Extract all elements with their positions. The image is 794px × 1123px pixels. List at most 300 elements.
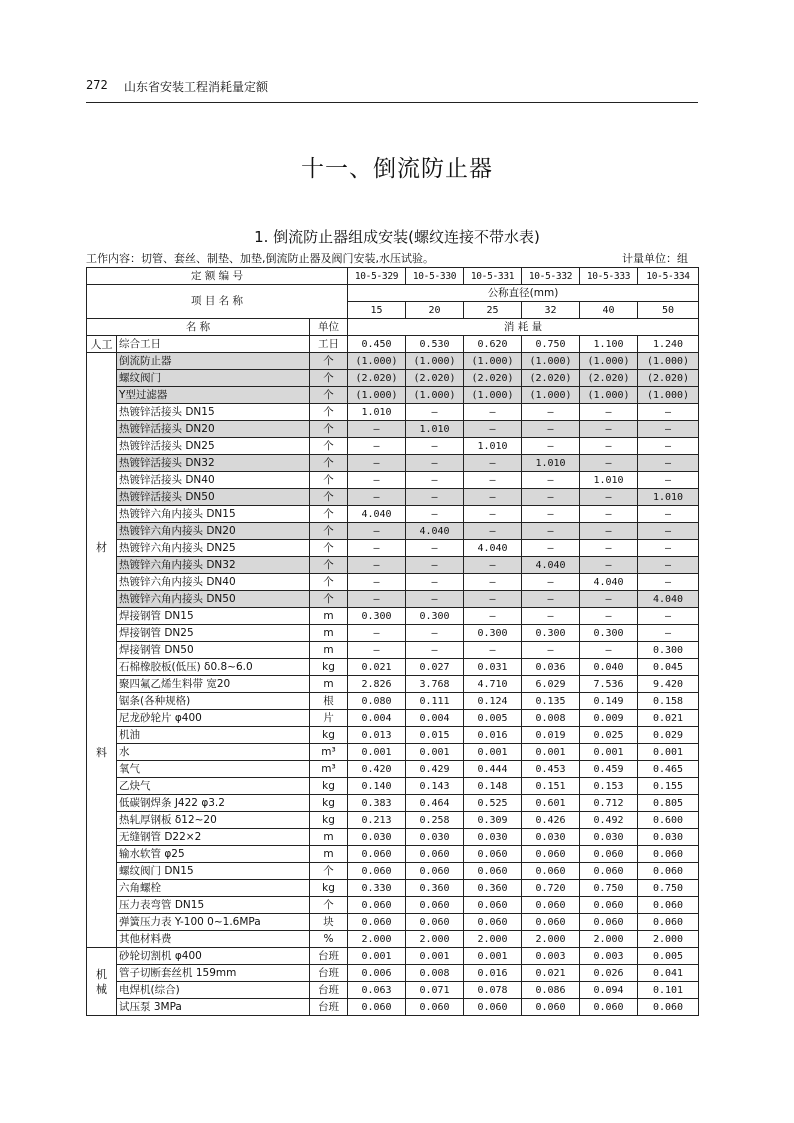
- item-unit: 台班: [310, 965, 348, 982]
- consumption-value: —: [348, 642, 406, 659]
- item-name: 六角螺栓: [117, 880, 310, 897]
- consumption-value: —: [580, 455, 638, 472]
- item-name: 热镀锌六角内接头 DN32: [117, 557, 310, 574]
- consumption-value: (1.000): [464, 353, 522, 370]
- category-machine: [87, 948, 117, 1016]
- item-unit: 个: [310, 557, 348, 574]
- consumption-value: 0.071: [406, 982, 464, 999]
- item-name: 焊接钢管 DN15: [117, 608, 310, 625]
- consumption-value: —: [464, 523, 522, 540]
- consumption-value: —: [522, 421, 580, 438]
- consumption-value: 0.720: [522, 880, 580, 897]
- item-name: 弹簧压力表 Y-100 0~1.6MPa: [117, 914, 310, 931]
- consumption-value: 0.080: [348, 693, 406, 710]
- consumption-value: 0.003: [522, 948, 580, 965]
- consumption-value: —: [580, 642, 638, 659]
- consumption-value: 0.464: [406, 795, 464, 812]
- quota-code: 10-5-333: [580, 268, 638, 285]
- consumption-value: 0.492: [580, 812, 638, 829]
- consumption-value: —: [638, 506, 699, 523]
- consumption-value: 0.101: [638, 982, 699, 999]
- consumption-value: —: [406, 489, 464, 506]
- material-row: [87, 404, 699, 421]
- item-name: 焊接钢管 DN50: [117, 642, 310, 659]
- nominal-diameter-row: [87, 285, 699, 302]
- consumption-value: —: [406, 642, 464, 659]
- material-row: [87, 693, 699, 710]
- unit-column-label: 单位: [310, 319, 348, 336]
- category-material-top: 材: [96, 541, 107, 554]
- consumption-value: —: [464, 642, 522, 659]
- quota-table: [86, 267, 699, 1016]
- consumption-value: 0.459: [580, 761, 638, 778]
- consumption-value: 0.001: [348, 948, 406, 965]
- category-material-bottom: 料: [96, 746, 107, 759]
- consumption-value: —: [580, 421, 638, 438]
- consumption-value: —: [638, 472, 699, 489]
- consumption-value: 0.060: [638, 914, 699, 931]
- diameter-value: 32: [522, 302, 580, 319]
- consumption-value: 4.040: [638, 591, 699, 608]
- consumption-value: (1.000): [638, 387, 699, 404]
- consumption-value: 0.429: [406, 761, 464, 778]
- item-unit: 台班: [310, 982, 348, 999]
- consumption-value: (1.000): [348, 353, 406, 370]
- consumption-value: 0.213: [348, 812, 406, 829]
- consumption-value: (2.020): [580, 370, 638, 387]
- consumption-value: —: [638, 438, 699, 455]
- item-unit: 个: [310, 506, 348, 523]
- item-unit: 个: [310, 897, 348, 914]
- consumption-value: —: [580, 540, 638, 557]
- consumption-value: 0.001: [406, 948, 464, 965]
- consumption-value: 0.030: [522, 829, 580, 846]
- consumption-value: 0.148: [464, 778, 522, 795]
- item-name: 乙炔气: [117, 778, 310, 795]
- consumption-value: —: [348, 489, 406, 506]
- quota-code: 10-5-329: [348, 268, 406, 285]
- consumption-value: —: [580, 438, 638, 455]
- consumption-label: 消 耗 量: [348, 319, 699, 336]
- work-content-line: [86, 250, 698, 266]
- consumption-value: 4.040: [464, 540, 522, 557]
- material-row: [87, 744, 699, 761]
- consumption-value: 0.453: [522, 761, 580, 778]
- page-number: 272: [86, 78, 108, 92]
- consumption-value: 0.008: [522, 710, 580, 727]
- item-name: 热镀锌活接头 DN40: [117, 472, 310, 489]
- consumption-value: 0.330: [348, 880, 406, 897]
- consumption-value: 7.536: [580, 676, 638, 693]
- book-title: 山东省安装工程消耗量定额: [124, 80, 269, 94]
- consumption-value: (1.000): [580, 387, 638, 404]
- item-name: 其他材料费: [117, 931, 310, 948]
- diameter-value: 15: [348, 302, 406, 319]
- consumption-value: 0.712: [580, 795, 638, 812]
- nominal-diameter-label: 公称直径(mm): [348, 285, 699, 302]
- consumption-value: 0.060: [406, 999, 464, 1016]
- material-row: [87, 659, 699, 676]
- consumption-value: 4.040: [348, 506, 406, 523]
- consumption-value: 0.300: [580, 625, 638, 642]
- item-unit: kg: [310, 795, 348, 812]
- consumption-value: —: [406, 574, 464, 591]
- consumption-value: 0.060: [464, 863, 522, 880]
- consumption-value: (2.020): [638, 370, 699, 387]
- item-name: 热镀锌活接头 DN20: [117, 421, 310, 438]
- item-unit: 工日: [310, 336, 348, 353]
- item-name: 热镀锌活接头 DN50: [117, 489, 310, 506]
- material-row: [87, 438, 699, 455]
- item-unit: 个: [310, 353, 348, 370]
- consumption-value: 4.040: [580, 574, 638, 591]
- consumption-value: (1.000): [464, 387, 522, 404]
- item-name: 尼龙砂轮片 φ400: [117, 710, 310, 727]
- consumption-value: —: [522, 574, 580, 591]
- consumption-value: —: [464, 574, 522, 591]
- item-unit: 个: [310, 863, 348, 880]
- category-machine-label: 机械: [96, 967, 107, 996]
- consumption-value: 0.060: [348, 897, 406, 914]
- consumption-value: 2.000: [522, 931, 580, 948]
- diameter-value: 20: [406, 302, 464, 319]
- item-name: 热镀锌六角内接头 DN50: [117, 591, 310, 608]
- item-unit: 个: [310, 591, 348, 608]
- consumption-value: 0.158: [638, 693, 699, 710]
- consumption-value: 0.060: [348, 863, 406, 880]
- material-row: [87, 761, 699, 778]
- consumption-value: 0.040: [580, 659, 638, 676]
- consumption-value: 0.030: [464, 829, 522, 846]
- item-unit: 个: [310, 438, 348, 455]
- consumption-value: 0.465: [638, 761, 699, 778]
- consumption-value: 1.010: [522, 455, 580, 472]
- consumption-value: 0.750: [522, 336, 580, 353]
- machine-row: [87, 982, 699, 999]
- item-name: 螺纹阀门 DN15: [117, 863, 310, 880]
- material-row: [87, 574, 699, 591]
- item-name: 石棉橡胶板(低压) δ0.8~6.0: [117, 659, 310, 676]
- consumption-value: —: [522, 472, 580, 489]
- consumption-value: —: [348, 523, 406, 540]
- material-row: [87, 370, 699, 387]
- material-row: [87, 591, 699, 608]
- consumption-value: 4.040: [522, 557, 580, 574]
- consumption-value: 0.021: [348, 659, 406, 676]
- item-unit: kg: [310, 659, 348, 676]
- consumption-value: —: [638, 540, 699, 557]
- item-name: 热镀锌六角内接头 DN20: [117, 523, 310, 540]
- item-unit: kg: [310, 880, 348, 897]
- consumption-value: —: [406, 506, 464, 523]
- consumption-value: (1.000): [580, 353, 638, 370]
- consumption-value: 0.060: [580, 914, 638, 931]
- consumption-value: 0.360: [406, 880, 464, 897]
- consumption-value: —: [406, 404, 464, 421]
- consumption-value: 0.004: [406, 710, 464, 727]
- consumption-value: 0.004: [348, 710, 406, 727]
- consumption-value: 0.601: [522, 795, 580, 812]
- machine-row: [87, 948, 699, 965]
- chapter-title: 十一、倒流防止器: [301, 156, 493, 182]
- consumption-value: (1.000): [638, 353, 699, 370]
- quota-code-row: [87, 268, 699, 285]
- material-row: [87, 863, 699, 880]
- consumption-value: 1.010: [638, 489, 699, 506]
- item-unit: m: [310, 676, 348, 693]
- consumption-value: 1.010: [464, 438, 522, 455]
- consumption-value: 0.750: [638, 880, 699, 897]
- consumption-value: —: [580, 608, 638, 625]
- consumption-value: 0.021: [522, 965, 580, 982]
- consumption-value: —: [348, 557, 406, 574]
- consumption-value: 0.300: [638, 642, 699, 659]
- consumption-value: 0.060: [522, 999, 580, 1016]
- consumption-value: —: [348, 625, 406, 642]
- consumption-value: 0.060: [406, 897, 464, 914]
- consumption-value: 0.016: [464, 965, 522, 982]
- consumption-value: 0.013: [348, 727, 406, 744]
- consumption-value: 0.525: [464, 795, 522, 812]
- consumption-value: —: [348, 438, 406, 455]
- consumption-value: 0.008: [406, 965, 464, 982]
- consumption-value: 2.000: [348, 931, 406, 948]
- item-unit: m: [310, 846, 348, 863]
- consumption-value: 0.060: [638, 846, 699, 863]
- consumption-value: —: [464, 421, 522, 438]
- consumption-value: 0.530: [406, 336, 464, 353]
- material-row: [87, 625, 699, 642]
- consumption-value: 0.001: [348, 744, 406, 761]
- consumption-value: 0.060: [638, 999, 699, 1016]
- consumption-value: 0.060: [580, 846, 638, 863]
- item-unit: %: [310, 931, 348, 948]
- section-title: 1. 倒流防止器组成安装(螺纹连接不带水表): [254, 228, 540, 246]
- consumption-value: (1.000): [522, 353, 580, 370]
- consumption-value: —: [464, 489, 522, 506]
- material-row: [87, 506, 699, 523]
- item-name: 输水软管 φ25: [117, 846, 310, 863]
- material-row: [87, 829, 699, 846]
- consumption-value: —: [522, 523, 580, 540]
- item-unit: 个: [310, 421, 348, 438]
- material-row: [87, 421, 699, 438]
- consumption-value: 0.600: [638, 812, 699, 829]
- item-unit: 个: [310, 540, 348, 557]
- item-unit: 片: [310, 710, 348, 727]
- consumption-value: 0.060: [406, 863, 464, 880]
- consumption-value: 0.060: [522, 846, 580, 863]
- item-name: 螺纹阀门: [117, 370, 310, 387]
- consumption-value: —: [406, 455, 464, 472]
- item-unit: 台班: [310, 948, 348, 965]
- consumption-value: 0.426: [522, 812, 580, 829]
- item-unit: 个: [310, 455, 348, 472]
- consumption-value: (2.020): [464, 370, 522, 387]
- consumption-value: 0.009: [580, 710, 638, 727]
- consumption-value: —: [464, 591, 522, 608]
- item-name: 低碳钢焊条 J422 φ3.2: [117, 795, 310, 812]
- consumption-value: 1.100: [580, 336, 638, 353]
- consumption-value: 0.140: [348, 778, 406, 795]
- consumption-value: —: [638, 608, 699, 625]
- consumption-value: —: [464, 472, 522, 489]
- item-name: 无缝钢管 D22×2: [117, 829, 310, 846]
- item-unit: 个: [310, 387, 348, 404]
- consumption-value: 0.135: [522, 693, 580, 710]
- page-header: [86, 74, 698, 103]
- consumption-value: —: [406, 540, 464, 557]
- material-row: [87, 642, 699, 659]
- consumption-value: 0.060: [638, 863, 699, 880]
- consumption-value: —: [406, 438, 464, 455]
- consumption-value: 0.021: [638, 710, 699, 727]
- item-unit: 个: [310, 472, 348, 489]
- consumption-value: 0.060: [464, 846, 522, 863]
- item-name: 综合工日: [117, 336, 310, 353]
- consumption-value: —: [638, 625, 699, 642]
- item-unit: kg: [310, 812, 348, 829]
- item-name: 热镀锌六角内接头 DN15: [117, 506, 310, 523]
- item-unit: 根: [310, 693, 348, 710]
- consumption-value: 0.060: [464, 999, 522, 1016]
- material-row: [87, 931, 699, 948]
- consumption-value: 0.060: [580, 999, 638, 1016]
- consumption-value: 0.086: [522, 982, 580, 999]
- consumption-value: 0.001: [580, 744, 638, 761]
- category-material: [87, 353, 117, 948]
- consumption-value: 0.258: [406, 812, 464, 829]
- item-name: Y型过滤器: [117, 387, 310, 404]
- consumption-value: 0.420: [348, 761, 406, 778]
- consumption-value: 0.805: [638, 795, 699, 812]
- consumption-value: (1.000): [522, 387, 580, 404]
- quota-code: 10-5-330: [406, 268, 464, 285]
- quota-label: 定 额 编 号: [87, 268, 348, 285]
- consumption-value: 0.030: [348, 829, 406, 846]
- consumption-value: 0.060: [348, 999, 406, 1016]
- item-name: 氧气: [117, 761, 310, 778]
- consumption-value: 0.005: [464, 710, 522, 727]
- labor-row: [87, 336, 699, 353]
- item-name: 锯条(各种规格): [117, 693, 310, 710]
- machine-row: [87, 999, 699, 1016]
- consumption-value: 9.420: [638, 676, 699, 693]
- consumption-value: 0.041: [638, 965, 699, 982]
- item-name: 水: [117, 744, 310, 761]
- consumption-value: —: [464, 608, 522, 625]
- item-name: 热轧厚钢板 δ12~20: [117, 812, 310, 829]
- consumption-value: —: [464, 455, 522, 472]
- consumption-value: 0.153: [580, 778, 638, 795]
- consumption-value: 0.450: [348, 336, 406, 353]
- consumption-value: —: [348, 591, 406, 608]
- name-column-label: 名 称: [87, 319, 310, 336]
- item-name: 试压泵 3MPa: [117, 999, 310, 1016]
- consumption-value: —: [638, 574, 699, 591]
- consumption-value: 2.000: [638, 931, 699, 948]
- consumption-value: 0.029: [638, 727, 699, 744]
- consumption-value: —: [580, 404, 638, 421]
- item-unit: 个: [310, 489, 348, 506]
- consumption-value: 0.300: [522, 625, 580, 642]
- consumption-value: 0.019: [522, 727, 580, 744]
- material-row: [87, 795, 699, 812]
- machine-row: [87, 965, 699, 982]
- material-row: [87, 489, 699, 506]
- consumption-value: —: [638, 523, 699, 540]
- material-row: [87, 778, 699, 795]
- consumption-value: 0.006: [348, 965, 406, 982]
- diameter-value: 25: [464, 302, 522, 319]
- consumption-value: —: [406, 591, 464, 608]
- consumption-value: 0.383: [348, 795, 406, 812]
- consumption-value: 1.010: [406, 421, 464, 438]
- consumption-value: 0.060: [406, 846, 464, 863]
- consumption-value: 1.010: [580, 472, 638, 489]
- consumption-value: 0.060: [522, 863, 580, 880]
- item-unit: m: [310, 642, 348, 659]
- consumption-value: 0.060: [348, 846, 406, 863]
- diameter-value: 40: [580, 302, 638, 319]
- consumption-value: 0.060: [638, 897, 699, 914]
- consumption-value: 2.826: [348, 676, 406, 693]
- material-row: [87, 812, 699, 829]
- consumption-value: 0.001: [464, 948, 522, 965]
- consumption-value: 0.001: [464, 744, 522, 761]
- consumption-value: —: [348, 472, 406, 489]
- consumption-value: (2.020): [348, 370, 406, 387]
- item-name: 聚四氟乙烯生料带 宽20: [117, 676, 310, 693]
- consumption-value: 0.444: [464, 761, 522, 778]
- item-unit: 个: [310, 404, 348, 421]
- consumption-value: 0.143: [406, 778, 464, 795]
- item-name: 热镀锌六角内接头 DN25: [117, 540, 310, 557]
- item-name: 热镀锌活接头 DN15: [117, 404, 310, 421]
- consumption-value: —: [580, 591, 638, 608]
- item-unit: 块: [310, 914, 348, 931]
- item-unit: m: [310, 625, 348, 642]
- item-name: 砂轮切割机 φ400: [117, 948, 310, 965]
- material-row: [87, 846, 699, 863]
- consumption-value: 0.151: [522, 778, 580, 795]
- consumption-value: —: [406, 625, 464, 642]
- item-unit: kg: [310, 727, 348, 744]
- consumption-value: 0.060: [464, 914, 522, 931]
- consumption-value: 4.710: [464, 676, 522, 693]
- consumption-value: 0.030: [638, 829, 699, 846]
- consumption-value: 0.027: [406, 659, 464, 676]
- column-header-row: [87, 319, 699, 336]
- consumption-value: 0.030: [406, 829, 464, 846]
- consumption-value: —: [406, 557, 464, 574]
- item-unit: m: [310, 829, 348, 846]
- consumption-value: 0.300: [348, 608, 406, 625]
- consumption-value: 0.025: [580, 727, 638, 744]
- item-name: 热镀锌活接头 DN25: [117, 438, 310, 455]
- consumption-value: 0.036: [522, 659, 580, 676]
- consumption-value: 0.001: [522, 744, 580, 761]
- item-unit: 个: [310, 574, 348, 591]
- consumption-value: 3.768: [406, 676, 464, 693]
- measurement-unit: 计量单位：组: [622, 252, 688, 265]
- consumption-value: 0.149: [580, 693, 638, 710]
- item-unit: 个: [310, 370, 348, 387]
- consumption-value: 0.155: [638, 778, 699, 795]
- consumption-value: —: [464, 506, 522, 523]
- consumption-value: 0.060: [464, 897, 522, 914]
- consumption-value: 0.124: [464, 693, 522, 710]
